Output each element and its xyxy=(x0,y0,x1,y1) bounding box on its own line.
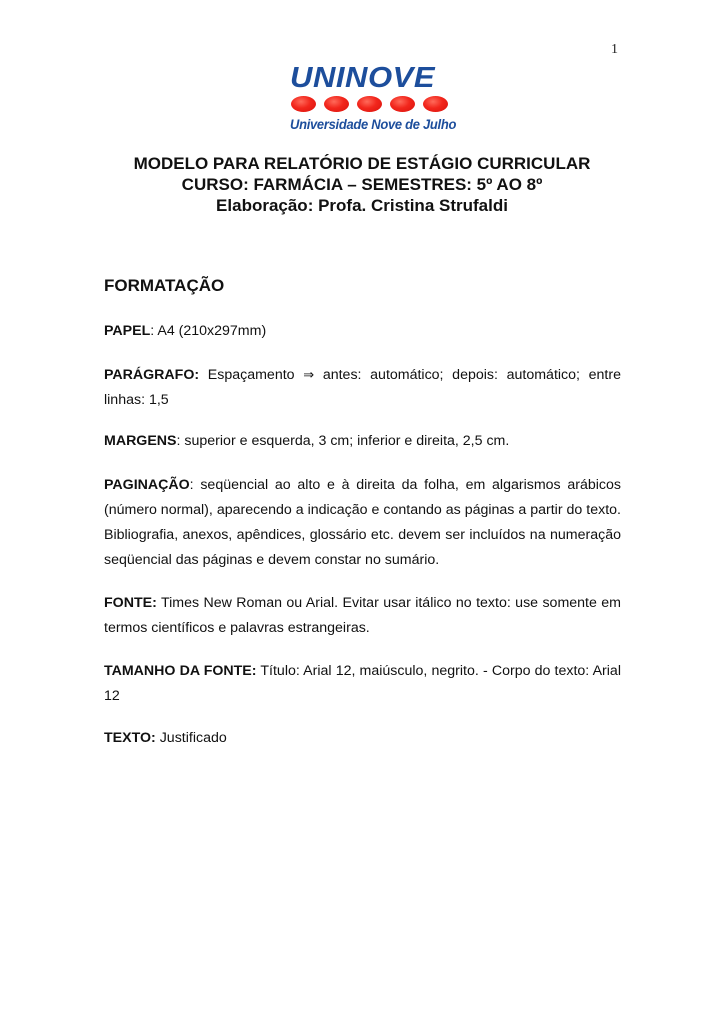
item-text: Título: Arial 12, maiúsculo, negrito. - Corpo do texto: Arial 12 xyxy=(104,663,621,704)
item-label: PAPEL xyxy=(104,323,151,339)
logo-dot xyxy=(357,96,382,112)
implies-arrow-icon: ⇒ xyxy=(303,368,315,383)
item-papel xyxy=(104,319,621,344)
item-text: : superior e esquerda, 3 cm; inferior e direita, 2,5 cm. xyxy=(176,433,510,449)
item-tamanho-fonte xyxy=(104,659,621,709)
item-text: : seqüencial ao alto e à direita da folha, em algarismos arábicos (número normal), aparecendo a indicação e contando as páginas a partir do texto. Bibliografia, anexos, apêndices, glossário etc. devem ser incluídos na numeração seqüencial das páginas e devem constar no sumário. xyxy=(104,477,621,568)
page-number: 1 xyxy=(611,42,618,57)
logo-dots xyxy=(291,96,448,112)
logo-dot xyxy=(324,96,349,112)
item-text: Justificado xyxy=(155,730,227,746)
logo-dot xyxy=(423,96,448,112)
item-paragrafo xyxy=(104,363,621,413)
logo-subtitle: Universidade Nove de Julho xyxy=(290,117,457,132)
title-line-1: MODELO PARA RELATÓRIO DE ESTÁGIO CURRICULAR xyxy=(133,154,591,173)
item-margens xyxy=(104,429,621,454)
item-label: PARÁGRAFO: xyxy=(104,367,200,383)
uninove-logo xyxy=(288,62,457,135)
item-label: TAMANHO DA FONTE: xyxy=(104,663,257,679)
logo-wordmark: UNINOVE xyxy=(290,62,436,94)
item-fonte xyxy=(104,591,621,641)
item-label: TEXTO: xyxy=(104,730,156,746)
item-text: : A4 (210x297mm) xyxy=(150,323,267,339)
document-title xyxy=(80,153,644,216)
title-line-3: Elaboração: Profa. Cristina Strufaldi xyxy=(216,196,508,215)
item-text: Espaçamento xyxy=(199,367,304,383)
item-label: FONTE: xyxy=(104,595,157,611)
item-label: PAGINAÇÃO xyxy=(104,477,190,493)
item-text: Times New Roman ou Arial. Evitar usar itálico no texto: use somente em termos científicos e palavras estrangeiras. xyxy=(104,595,621,636)
item-texto xyxy=(104,726,621,751)
logo-dot xyxy=(291,96,316,112)
title-line-2: CURSO: FARMÁCIA – SEMESTRES: 5º AO 8º xyxy=(181,175,543,194)
item-label: MARGENS xyxy=(104,433,177,449)
section-heading: FORMATAÇÃO xyxy=(104,276,225,295)
item-paginacao xyxy=(104,473,621,573)
item-text: antes: automático; depois: automático; entre linhas: 1,5 xyxy=(104,367,621,408)
logo-dot xyxy=(390,96,415,112)
